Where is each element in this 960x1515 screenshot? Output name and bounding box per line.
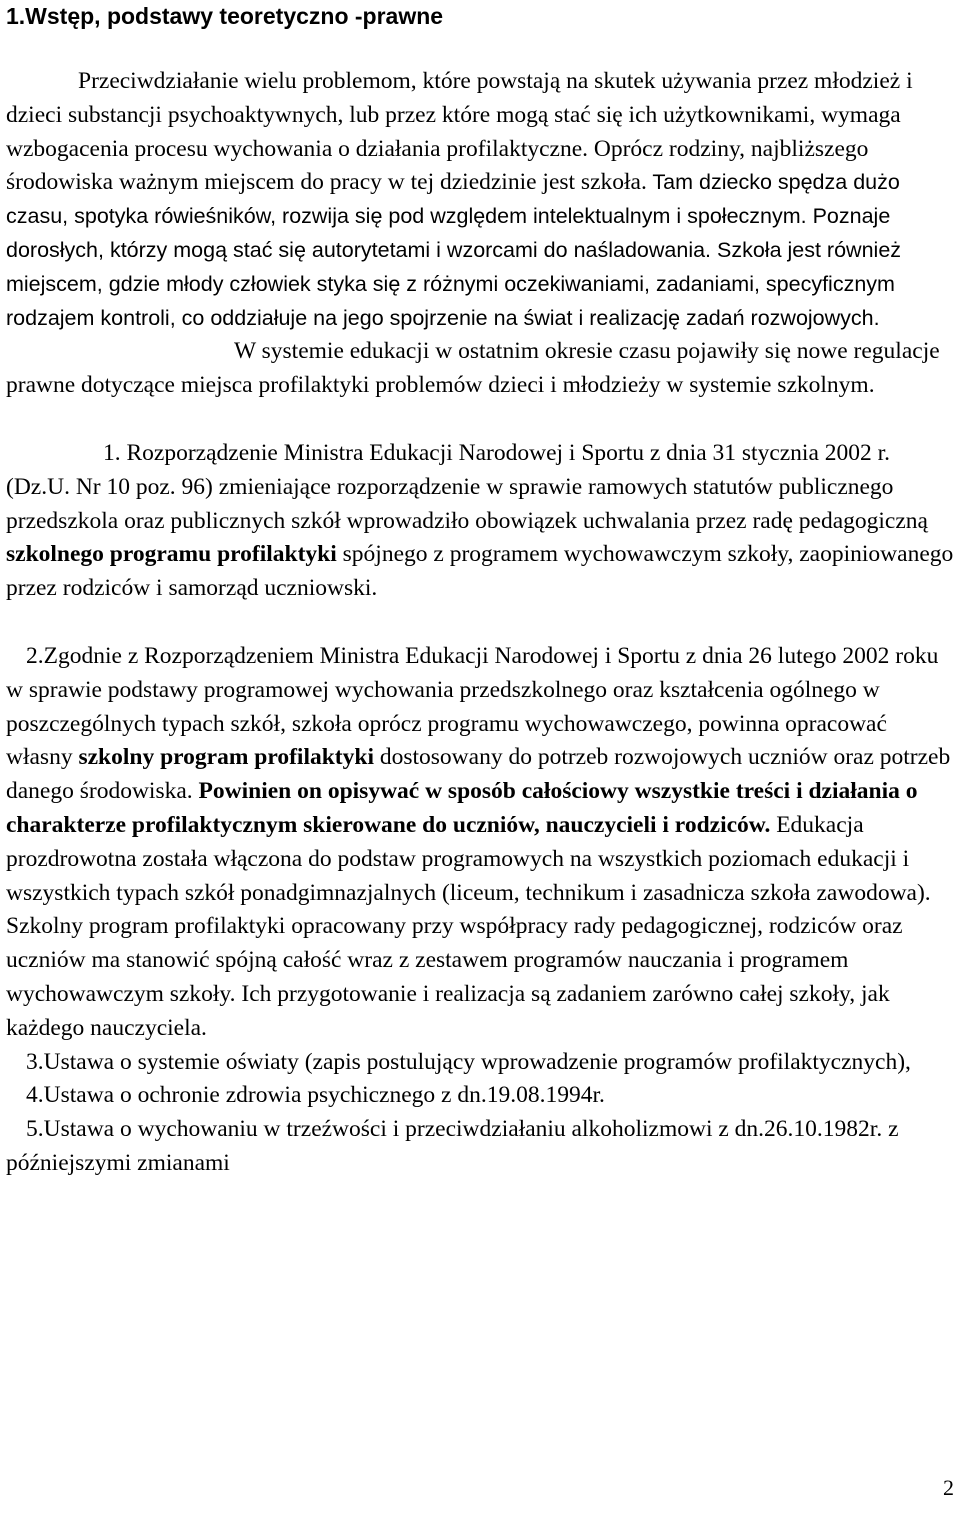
item-2-text: 2.Zgodnie z Rozporządzeniem Ministra Edukacji Narodowej i Sportu z dnia 26 lutego 2002 roku w sprawie podstawy programowej wychowania przedszkolnego oraz kształcenia ogólnego w poszczególnych typach szkół, szkoła oprócz programu wychowawczego, powinna opracować własny <box>6 642 939 771</box>
regulation-item-3: 3.Ustawa o systemie oświaty (zapis postulujący wprowadzenie programów profilaktycznych), <box>26 1048 911 1075</box>
regulation-item-4: 4.Ustawa o ochronie zdrowia psychicznego z dn.19.08.1994r. <box>26 1082 605 1109</box>
item-1-text-end: spójnego z programem wychowawczym szkoły, zaopiniowanego przez rodziców i samorząd uczniowski. <box>6 541 954 602</box>
item-2-text-mid: dostosowany do potrzeb rozwojowych uczniów oraz potrzeb danego środowiska. <box>6 744 951 805</box>
item-2-emphasis-long: Powinien on opisywać w sposób całościowy wszystkie treści i działania o charakterze profilaktycznym skierowane do uczniów, nauczycieli i rodziców. <box>6 778 918 838</box>
item-1-text: 1. Rozporządzenie Ministra Edukacji Narodowej i Sportu z dnia 31 stycznia 2002 r. (Dz.U. Nr 10 poz. 96) zmieniające rozporządzenie w sprawie ramowych statutów publicznego przedszkola oraz publicznych szkół wprowadziło obowiązek uchwalania przez radę pedagogiczną <box>6 439 928 534</box>
intro-text-continued: Tam dziecko spędza dużo czasu, spotyka rówieśników, rozwija się pod względem intelektualnym i społecznym. Poznaje dorosłych, którzy mogą stać się autorytetami i wzorcami do naśladowania. Szkoła jest również miejscem, gdzie młody człowiek styka się z różnymi oczekiwaniami, zadaniami, specyficznym rodzajem kontroli, co oddziałuje na jego spojrzenie na świat i realizację zadań rozwojowych. <box>6 170 902 330</box>
item-2-text-end: Edukacja prozdrowotna została włączona do podstaw programowych na wszystkich poziomach edukacji i wszystkich typach szkół ponadgimnazjalnych (liceum, technikum i zasadnicza szkoła zawodowa). Szkolny program profilaktyki opracowany przy współpracy rady pedagogicznej, rodziców oraz uczniów ma stanowić spójną całość wraz z zestawem programów nauczania i programem wychowawczym szkoły. Ich przygotowanie i realizacja są zadaniem zarówno całej szkoły, jak każdego nauczyciela. <box>6 811 931 1041</box>
intro-paragraph <box>6 65 954 335</box>
page-number: 2 <box>943 1475 954 1500</box>
document-page <box>6 0 954 1181</box>
item-2-emphasis: szkolny program profilaktyki <box>78 744 374 771</box>
regulation-item-5: 5.Ustawa o wychowaniu w trzeźwości i przeciwdziałaniu alkoholizmowi z dn.26.10.1982r. z późniejszymi zmianami <box>6 1116 899 1176</box>
regulation-item-2 <box>6 640 954 1046</box>
regulation-item-1 <box>6 437 954 606</box>
regulations-paragraph: W systemie edukacji w ostatnim okresie czasu pojawiły się nowe regulacje prawne dotyczące miejsca profilaktyki problemów dzieci i młodzieży w systemie szkolnym. <box>6 338 940 399</box>
item-1-emphasis: szkolnego programu profilaktyki <box>6 541 337 568</box>
intro-text: Przeciwdziałanie wielu problemom, które powstają na skutek używania przez młodzież i dzieci substancji psychoaktywnych, lub przez które mogą stać się ich użytkownikami, wymaga wzbogacenia procesu wychowania o działania profilaktyczne. Oprócz rodziny, najbliższego środowiska ważnym miejscem do pracy w tej dziedzinie jest szkoła. <box>6 68 913 196</box>
section-heading: 1.Wstęp, podstawy teoretyczno -prawne <box>6 3 444 29</box>
